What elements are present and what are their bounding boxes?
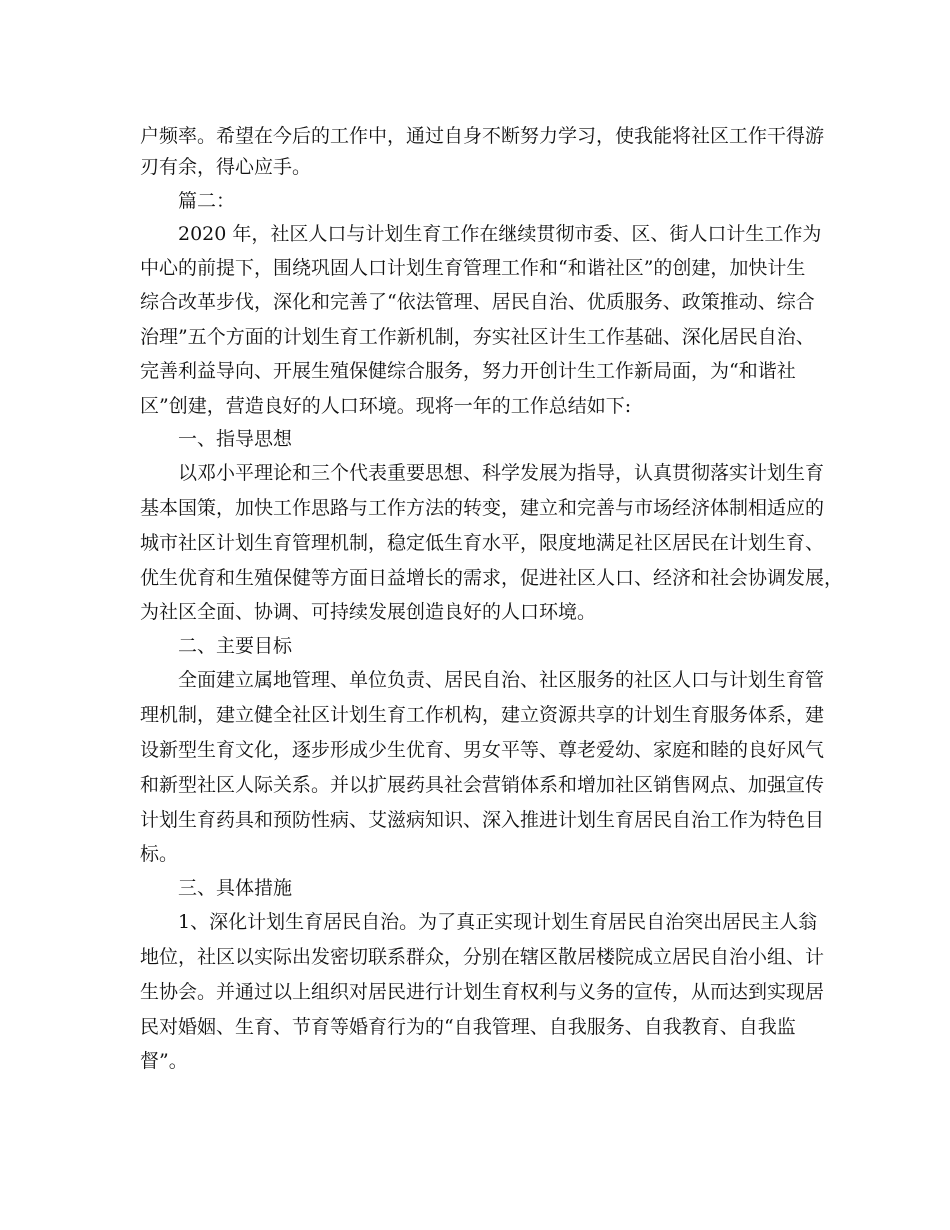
text-line: 以邓小平理论和三个代表重要思想、科学发展为指导，认真贯彻落实计划生育 bbox=[178, 462, 825, 484]
text-line: 和新型社区人际关系。并以扩展药具社会营销体系和增加社区销售网点、加强宣传 bbox=[140, 774, 825, 796]
text-line: 地位，社区以实际出发密切联系群众，分别在辖区散居楼院成立居民自治小组、计 bbox=[140, 946, 825, 968]
text-line: 理机制，建立健全社区计划生育工作机构，建立资源共享的计划生育服务体系，建 bbox=[140, 704, 825, 726]
heading: 一、指导思想 bbox=[178, 428, 293, 450]
text-line: 计划生育药具和预防性病、艾滋病知识、深入推进计划生育居民自治工作为特色目 bbox=[140, 809, 825, 831]
heading: 三、具体措施 bbox=[178, 877, 293, 899]
text-line: 区”创建，营造良好的人口环境。现将一年的工作总结如下: bbox=[140, 395, 632, 417]
text-line: 综合改革步伐，深化和完善了“依法管理、居民自治、优质服务、政策推动、综合 bbox=[140, 291, 815, 313]
heading: 二、主要目标 bbox=[178, 635, 293, 657]
text-line: 中心的前提下，围绕巩固人口计划生育管理工作和“和谐社区”的创建，加快计生 bbox=[140, 257, 806, 279]
text-line: 基本国策，加快工作思路与工作方法的转变，建立和完善与市场经济体制相适应的 bbox=[140, 497, 825, 519]
text-line: 治理”五个方面的计划生育工作新机制，夯实社区计生工作基础、深化居民自治、 bbox=[140, 326, 815, 348]
text-line: 优生优育和生殖保健等方面日益增长的需求，促进社区人口、经济和社会协调发展， bbox=[140, 567, 844, 589]
text-line: 2020 年，社区人口与计划生育工作在继续贯彻市委、区、街人口计生工作为 bbox=[178, 223, 822, 245]
text-line: 刃有余，得心应手。 bbox=[140, 156, 312, 178]
text-line: 完善利益导向、开展生殖保健综合服务，努力开创计生工作新局面，为“和谐社 bbox=[140, 360, 796, 382]
section-title: 篇二： bbox=[178, 190, 236, 212]
text-line: 全面建立属地管理、单位负责、居民自治、社区服务的社区人口与计划生育管 bbox=[178, 669, 825, 691]
text-line: 民对婚姻、生育、节育等婚育行为的“自我管理、自我服务、自我教育、自我监 bbox=[140, 1016, 796, 1038]
text-line: 督”。 bbox=[140, 1050, 188, 1072]
text-line: 户频率。希望在今后的工作中，通过自身不断努力学习，使我能将社区工作干得游 bbox=[140, 125, 825, 147]
text-line: 生协会。并通过以上组织对居民进行计划生育权利与义务的宣传，从而达到实现居 bbox=[140, 981, 825, 1003]
text-line: 设新型生育文化，逐步形成少生优育、男女平等、尊老爱幼、家庭和睦的良好风气 bbox=[140, 739, 825, 761]
text-line: 为社区全面、协调、可持续发展创造良好的人口环境。 bbox=[140, 601, 597, 623]
text-line: 城市社区计划生育管理机制，稳定低生育水平，限度地满足社区居民在计划生育、 bbox=[140, 532, 825, 554]
text-line: 标。 bbox=[140, 843, 179, 865]
text-line: 1、深化计划生育居民自治。为了真正实现计划生育居民自治突出居民主人翁 bbox=[178, 911, 818, 933]
